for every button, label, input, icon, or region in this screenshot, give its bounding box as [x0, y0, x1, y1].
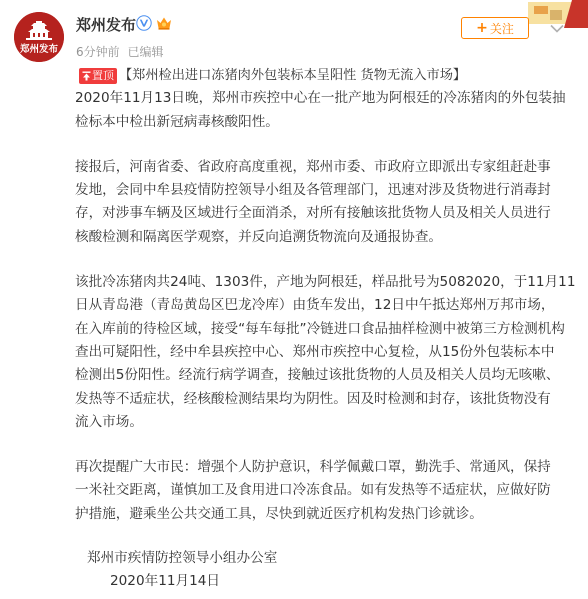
text-line: 流入市场。	[75, 413, 143, 430]
text-line: 该批冷冻猪肉共24吨、1303件，产地为阿根廷，样品批号为5082020，于11月11	[75, 274, 576, 291]
avatar-label: 郑州发布	[19, 44, 59, 55]
signature-date: 2020年11月14日	[110, 573, 220, 590]
edited-label: 已编辑	[127, 45, 164, 59]
paragraph-2	[75, 156, 581, 249]
follow-button[interactable]	[461, 17, 529, 39]
author-name[interactable]: 郑州发布	[76, 16, 137, 34]
verified-v-icon	[136, 15, 152, 31]
signature-org: 郑州市疾情防控领导小组办公室	[87, 550, 278, 567]
post-headline	[75, 64, 581, 87]
text-line: 检标本中检出新冠病毒核酸阳性。	[75, 113, 279, 130]
follow-label: 关注	[489, 21, 514, 36]
text-line: 核酸检测和隔离医学观察，并反向追溯货物流向及通报协查。	[75, 228, 443, 245]
paragraph-3	[75, 271, 581, 434]
post-menu-button[interactable]	[542, 13, 572, 43]
text-line: 发地，会同中牟县疫情防控领导小组及各管理部门，迅速对涉及货物进行消毒封	[75, 182, 551, 199]
text-line: 查出可疑阳性，经中牟县疾控中心、郑州市疾控中心复检，从15份外包装标本中	[75, 343, 555, 360]
headline-text: 【郑州检出进口冻猪肉外包装标本呈阳性 货物无流入市场】	[119, 68, 467, 83]
text-line: 存，对涉事车辆及区域进行全面消杀，对所有接触该批货物人员及相关人员进行	[75, 205, 551, 222]
top-tag-badge	[79, 68, 117, 84]
text-line: 一米社交距离，谨慎加工及食用进口冷冻食品。如有发热等不适症状，应做好防	[75, 482, 551, 499]
post-time[interactable]: 6分钟前	[76, 45, 120, 59]
author-avatar[interactable]	[14, 12, 64, 62]
text-line: 检测出5份阳性。经流行病学调查，接触过该批货物的人员及相关人员均无咳嗽、	[75, 367, 560, 384]
text-line: 日从青岛港（青岛黄岛区巴龙冷库）由货车发出，12日中午抵达郑州万邦市场，	[75, 297, 555, 314]
post-content	[75, 64, 581, 594]
pin-icon	[82, 71, 91, 81]
paragraph-4	[75, 456, 581, 526]
text-line: 在入库前的待检区域，接受“每车每批”冷链进口食品抽样检测中被第三方检测机构	[75, 320, 565, 337]
text-line: 护措施，避乘坐公共交通工具，尽快到就近医疗机构发热门诊就诊。	[75, 505, 483, 522]
paragraph-1	[75, 87, 581, 134]
author-badges	[136, 14, 173, 32]
plus-icon: +	[476, 20, 488, 36]
top-tag-label: 置顶	[92, 68, 114, 82]
signature-block	[75, 547, 581, 594]
text-line: 再次提醒广大市民：增强个人防护意识，科学佩戴口罩，勤洗手、常通风，保持	[75, 459, 551, 476]
post-meta	[76, 43, 163, 60]
text-line: 接报后，河南省委、省政府高度重视，郑州市委、市政府立即派出专家组赶赴事	[75, 158, 551, 175]
text-line: 发热等不适症状，经核酸检测结果均为阴性。因及时检测和封存，该批货物没有	[75, 390, 551, 407]
vip-crown-icon	[155, 15, 173, 31]
chevron-down-icon	[550, 24, 564, 33]
text-line: 2020年11月13日晚，郑州市疾控中心在一批产地为阿根廷的冷冻猪肉的外包装抽	[75, 90, 566, 107]
